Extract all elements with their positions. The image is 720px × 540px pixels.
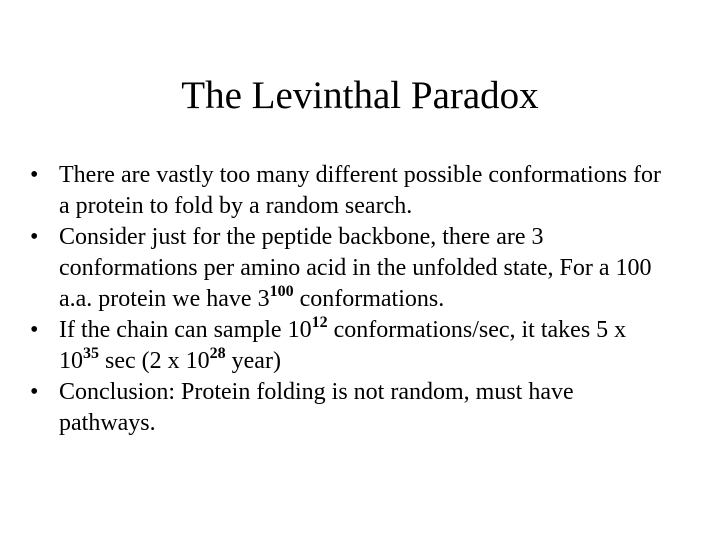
bullet-text: year) — [225, 348, 281, 374]
exponent: 35 — [83, 345, 99, 362]
bullet-text: conformations. — [293, 286, 445, 312]
exponent: 100 — [269, 283, 294, 300]
bullet-item — [30, 160, 670, 222]
bullet-text: Consider just for the peptide backbone, there are 3 conformations per amino acid in the unfolded state, For a 100 a.a. protein we have 3 — [59, 224, 652, 312]
bullet-list — [30, 160, 670, 439]
bullet-dot-icon: • — [30, 224, 39, 250]
bullet-text: sec (2 x 10 — [99, 348, 210, 374]
bullet-text: conformations/sec, it takes 5 x 10 — [59, 317, 627, 374]
slide-title: The Levinthal Paradox — [181, 74, 539, 117]
bullet-text: If the chain can sample 10 — [59, 317, 312, 343]
bullet-item — [30, 222, 670, 315]
bullet-dot-icon: • — [30, 379, 39, 405]
bullet-item — [30, 315, 670, 377]
bullet-text: There are vastly too many different possible conformations for a protein to fold by a random search. — [59, 162, 662, 219]
bullet-dot-icon: • — [30, 317, 39, 343]
exponent: 12 — [311, 314, 328, 331]
bullet-dot-icon: • — [30, 162, 39, 188]
bullet-item — [30, 377, 670, 439]
bullet-text: Conclusion: Protein folding is not random, must have pathways. — [59, 379, 574, 436]
exponent: 28 — [209, 345, 226, 362]
